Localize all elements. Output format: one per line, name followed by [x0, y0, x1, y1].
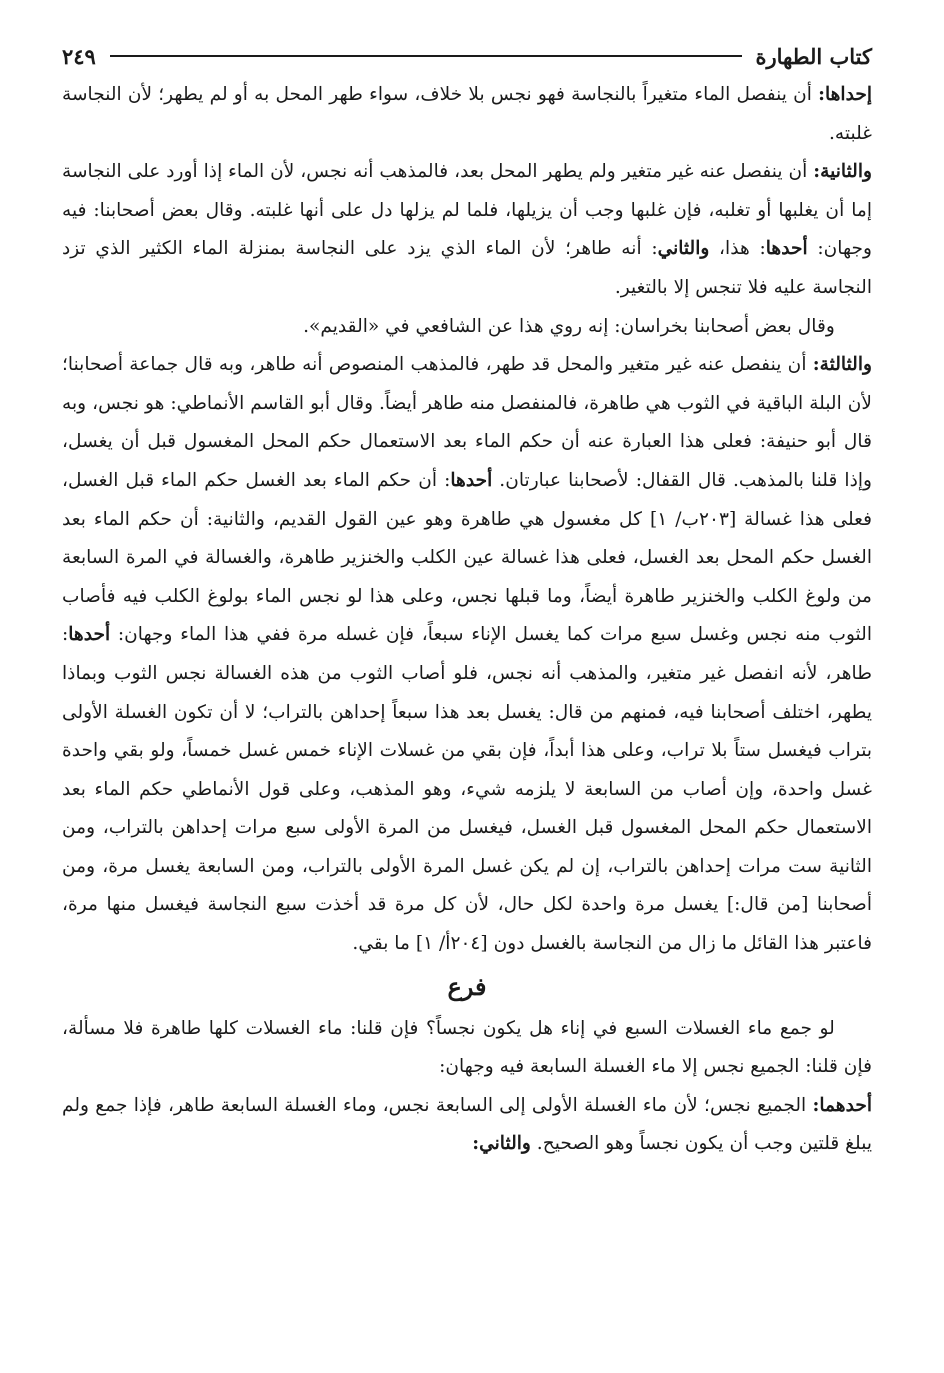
paragraph-lead: والثانية:	[813, 161, 872, 183]
paragraph-text: لو جمع ماء الغسلات السبع في إناء هل يكون نجساً؟ فإن قلنا: ماء الغسلات كلها طاهرة فلا مسألة، فإن قلنا: الجميع نجس إلا ماء الغسلة السابعة فيه وجهان:	[62, 1017, 872, 1078]
paragraph-lead: أحدهما:	[812, 1094, 872, 1116]
book-title: كتاب الطهارة	[755, 43, 872, 69]
paragraph-inline-lead: أحدها	[450, 469, 493, 491]
paragraph-text: أن ينفصل الماء متغيراً بالنجاسة فهو نجس بلا خلاف، سواء طهر المحل به أو لم يطهر؛ لأن النجاسة غلبته.	[62, 84, 872, 144]
paragraph-text: : طاهر، لأنه انفصل غير متغير، والمذهب أنه نجس، فلو أصاب الثوب من هذه الغسالة نجس الثوب وبماذا يطهر، اختلف أصحابنا فيه، فمنهم من قال: يغسل بعد هذا سبعاً إحداهن بالتراب؛ لا أن تكون الغسلة الأولى بتراب فيغسل ستاً بلا تراب، وعلى هذا أبداً، فإن بقي من غسلات الإناء خمس غسل خمساً، ولو بقي واحدة غسل واحدة، وإن أصاب من السابعة لا يلزمه شيء، وهو المذهب، وعلى قول الأنماطي حكم الماء بعد الاستعمال حكم المحل المغسول قبل الغسل، فيغسل من المرة الأولى سبع مرات إحداهن بالتراب، ومن الثانية ست مرات إحداهن بالتراب، إن لم يكن غسل المرة الأولى بالتراب، ومن السابعة يغسل مرة، ومن أصحابنا [من قال:] يغسل مرة واحدة لكل حال، لأن كل مرة قد أخذت سبع النجاسة فيغسل منها مرة، فاعتبر هذا القائل ما زال من النجاسة بالغسل دون [٢٠٤أ/ ١] ما بقي.	[62, 624, 872, 955]
section-text	[62, 1010, 872, 1164]
paragraph-text: أن ينفصل عنه غير متغير ولم يطهر المحل بعد، فالمذهب أنه نجس، لأن الماء إذا أورد على النجاسة إما أن يغلبها أو تغلبه، فإن غلبها وجب أن يزيلها، فلما لم يزلها دل على أنها غلبته. وقال بعض أصحابنا: فيه وجهان:	[62, 161, 872, 260]
section-paragraph-question	[62, 1010, 872, 1087]
paragraph-inline-lead: والثاني:	[472, 1133, 531, 1155]
page	[62, 36, 872, 1164]
main-text	[62, 76, 872, 964]
paragraph-third	[62, 346, 872, 964]
paragraph-inline-lead: أحدها	[765, 238, 808, 260]
paragraph-lead: إحداها:	[818, 84, 872, 105]
page-number: ٢٤٩	[62, 43, 96, 69]
paragraph-text: : أن حكم الماء بعد الغسل حكم الماء قبل الغسل، فعلى هذا غسالة [٢٠٣ب/ ١] كل مغسول هي طاهرة وهو عين القول القديم، والثانية: أن حكم الماء بعد الغسل حكم المحل بعد الغسل، فعلى هذا غسالة عين الكلب والخنزير طاهرة، والغسالة في المرة السابعة من ولوغ الكلب والخنزير طاهرة أيضاً، وما قبلها نجس، وعلى هذا لو نجس الماء بولوغ الكلب فيه فأصاب الثوب منه نجس وغسل سبع مرات كما يغسل الإناء سبعاً، فإن غسله مرة ففي هذا الماء وجهان:	[62, 469, 872, 646]
paragraph-second	[62, 153, 872, 307]
paragraph-text: : أنه طاهر؛ لأن الماء الذي يزد على النجاسة بمنزلة الماء الكثير الذي تزد النجاسة عليه فلا تنجس إلا بالتغير.	[62, 238, 872, 298]
section-paragraph-first-view	[62, 1087, 872, 1164]
paragraph-text: : هذا،	[709, 238, 766, 260]
paragraph-text: الجميع نجس؛ لأن ماء الغسلة الأولى إلى السابعة نجس، وماء الغسلة السابعة طاهر، فإذا جمع ولم يبلغ قلتين وجب أن يكون نجساً وهو الصحيح.	[62, 1094, 872, 1155]
section-title: فرع	[447, 971, 487, 1001]
paragraph-khurasan	[62, 308, 872, 347]
paragraph-text: وقال بعض أصحابنا بخراسان: إنه روي هذا عن الشافعي في «القديم».	[303, 315, 835, 337]
paragraph-first	[62, 76, 872, 153]
paragraph-text: أن ينفصل عنه غير متغير والمحل قد طهر، فالمذهب المنصوص أنه طاهر، وبه قال جماعة أصحابنا؛ لأن البلة الباقية في الثوب هي طاهرة، فالمنفصل منه طاهر أيضاً. وقال أبو القاسم الأنماطي: هو نجس، وبه قال أبو حنيفة: فعلى هذا العبارة عنه أن حكم الماء بعد الاستعمال حكم المحل المغسول قبل أن يغسل، وإذا قلنا بالمذهب. قال القفال: لأصحابنا عبارتان.	[62, 354, 872, 491]
paragraph-inline-lead: أحدها	[68, 624, 111, 646]
paragraph-inline-lead: والثاني	[657, 238, 710, 260]
running-header	[62, 36, 872, 76]
header-rule	[110, 55, 742, 57]
paragraph-lead: والثالثة:	[812, 354, 872, 376]
